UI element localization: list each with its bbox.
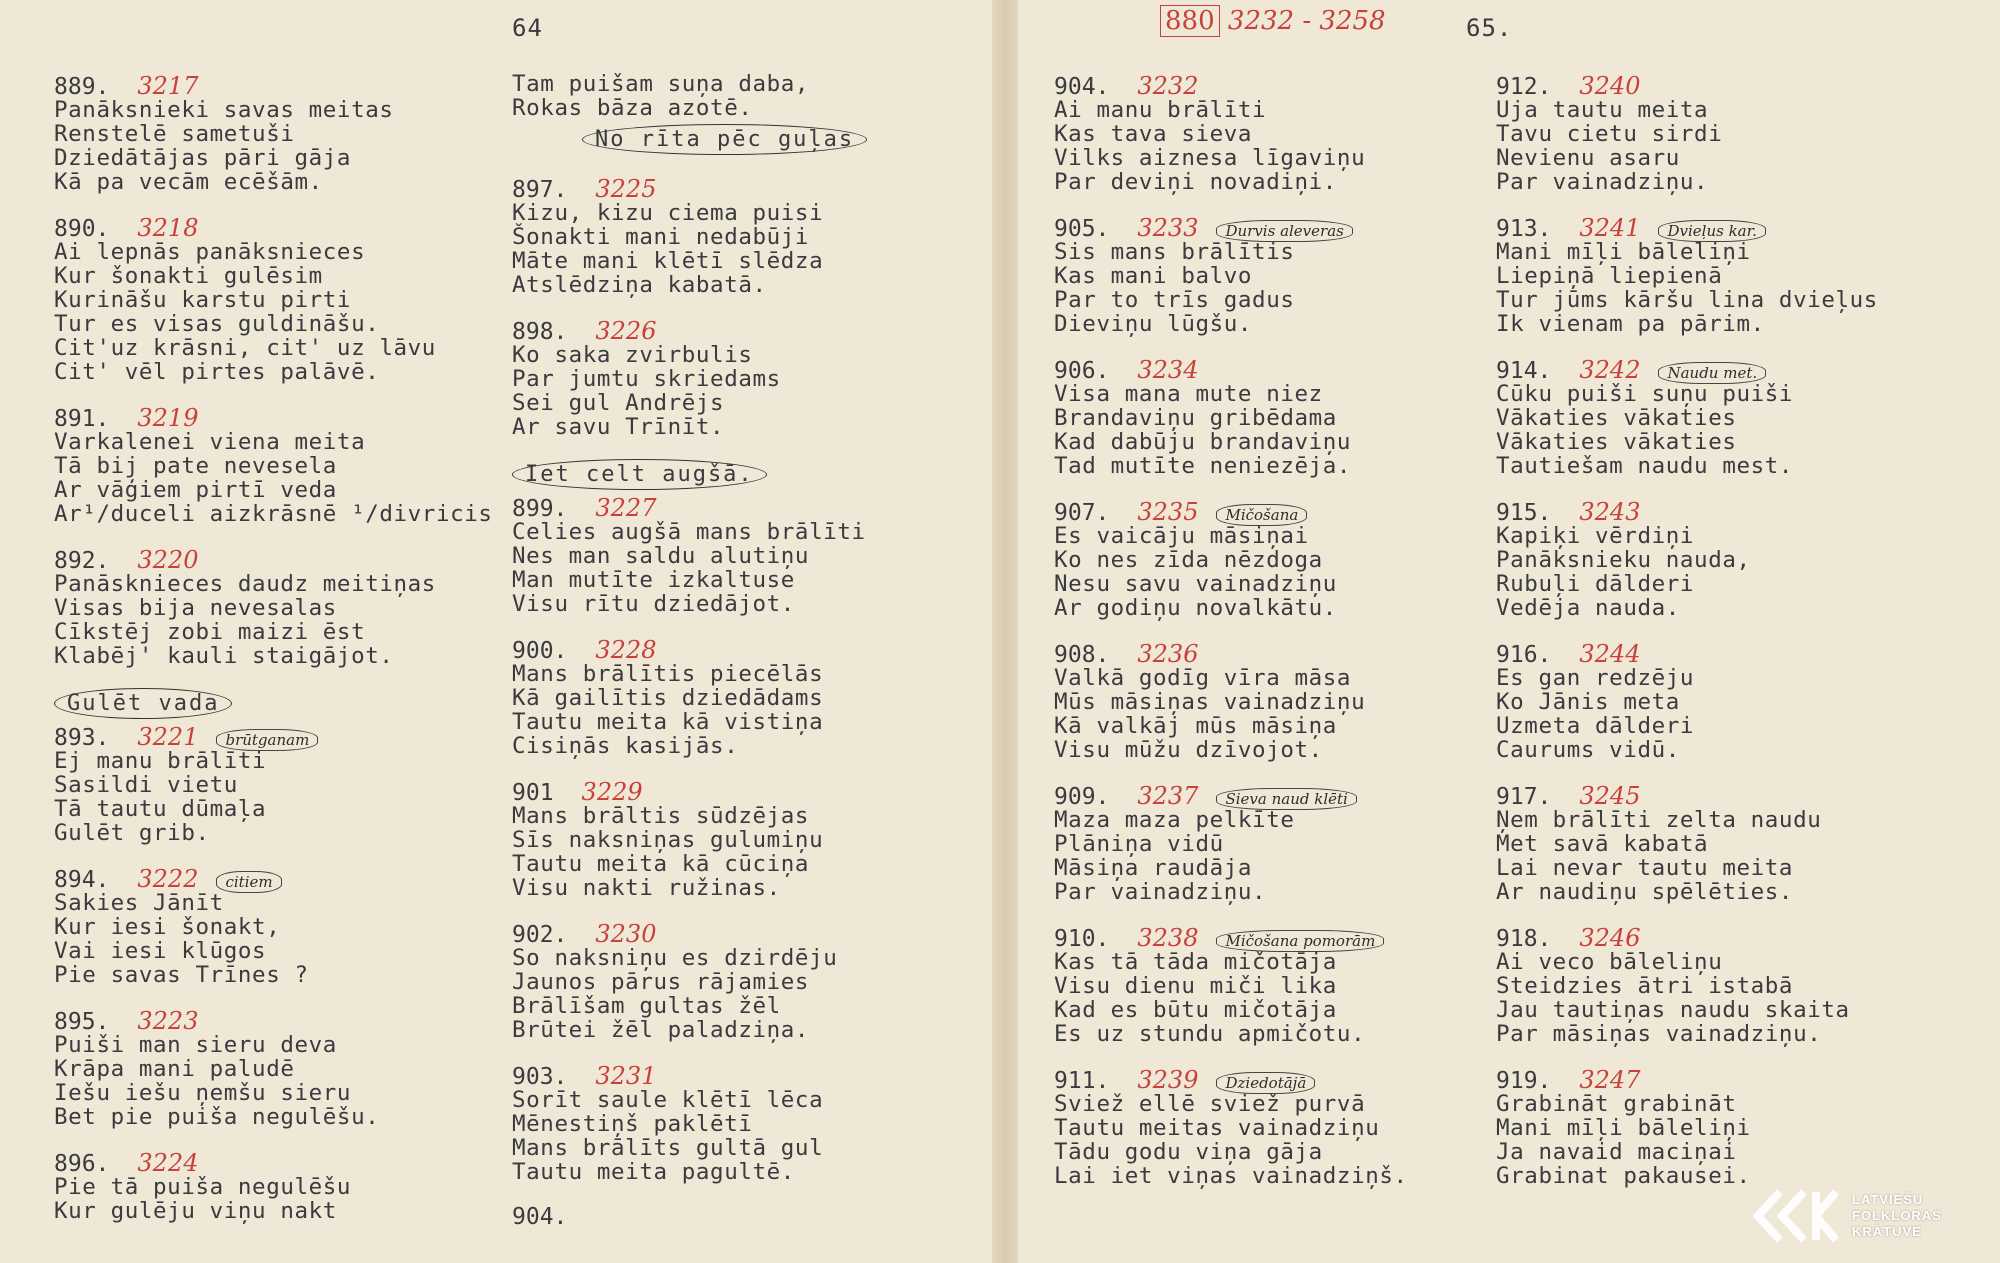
- verse-line: Es gan redzēju: [1496, 665, 1695, 691]
- verse-line: Visu nakti ružinas.: [512, 875, 781, 901]
- verse-line: Mūs māsiņas vainadziņu: [1054, 689, 1366, 715]
- verse-line: Pie savas Trīnes ?: [54, 962, 309, 988]
- verse-line: Kad dabūju brandaviņu: [1054, 429, 1352, 455]
- logo-line-2: FOLKLORAS: [1852, 1208, 1942, 1223]
- archive-code: 3221: [137, 723, 199, 751]
- verse-header: [1496, 72, 1926, 98]
- range-codes: 3232 - 3258: [1227, 6, 1386, 36]
- verse-line: Kur gulēju viņu nakt: [54, 1198, 337, 1224]
- verse-block: [1054, 356, 1484, 478]
- verse-line: Cisiņās kasijās.: [512, 733, 739, 759]
- archive-code: 3217: [137, 72, 199, 100]
- archive-code: 3238: [1137, 924, 1199, 952]
- verse-line: Tautu meita kā vistiņa: [512, 709, 824, 735]
- archive-code: 3219: [137, 404, 199, 432]
- verse-block: [512, 636, 942, 758]
- verse-line: Brālīšam gultas žēl: [512, 993, 781, 1019]
- verse-block: [512, 317, 942, 439]
- verse-line: Gulēt grib.: [54, 820, 210, 846]
- verse-header: [54, 723, 484, 749]
- verse-block: [1496, 356, 1926, 478]
- verse-line: Kurināšu karstu pirti: [54, 287, 352, 313]
- verse-number: 918.: [1496, 926, 1552, 952]
- margin-note: Dvieļus kar.: [1658, 220, 1765, 242]
- verse-number: 902.: [512, 922, 568, 948]
- verse-line: Cit'uz krāsni, cit' uz lāvu: [54, 335, 436, 361]
- verse-header: [54, 72, 484, 98]
- verse-line: Maza maza pelkīte: [1054, 807, 1295, 833]
- verse-line: Ik vienam pa pārim.: [1496, 311, 1765, 337]
- verse-line: Iešu iešu ņemšu sieru: [54, 1080, 352, 1106]
- archive-logo: [1750, 1180, 1990, 1252]
- verse-block: [512, 1062, 942, 1184]
- verse-block: [54, 1007, 484, 1129]
- verse-line: Kā gailītis dziedādams: [512, 685, 824, 711]
- logo-line-1: LATVIEŠU: [1852, 1192, 1924, 1207]
- archive-code: 3234: [1137, 356, 1199, 384]
- verse-line: Ai lepnās panāksnieces: [54, 239, 366, 265]
- verse-line: Liepiņā liepienā: [1496, 263, 1723, 289]
- verse-number: 912.: [1496, 74, 1552, 100]
- verse-line: Māsiņa raudāja: [1054, 855, 1253, 881]
- verse-number: 900.: [512, 638, 568, 664]
- section-heading: [512, 459, 942, 490]
- verse-line: Cīkstēj zobi maizi ēst: [54, 619, 366, 645]
- verse-line: Grabinat pakausei.: [1496, 1163, 1751, 1189]
- verse-line: Mans brālīts gultā gul: [512, 1135, 824, 1161]
- verse-header: [54, 865, 484, 891]
- verse-line: Kas tava sieva: [1054, 121, 1253, 147]
- verse-line: Jau tautiņas naudu skaita: [1496, 997, 1850, 1023]
- verse-line: Sasildi vietu: [54, 772, 238, 798]
- verse-line: Bet pie puiša negulēšu.: [54, 1104, 380, 1130]
- verse-header: [1054, 72, 1484, 98]
- verse-line: Man mutīte izkaltuse: [512, 567, 795, 593]
- verse-line: Kā pa vecām ecēšām.: [54, 169, 323, 195]
- verse-block: [1054, 640, 1484, 762]
- verse-line: Šonakti mani nedabūji: [512, 224, 810, 250]
- verse-block: [54, 214, 484, 384]
- archive-code: 3226: [595, 317, 657, 345]
- column-right-1: [1054, 72, 1484, 1208]
- verse-header: [512, 1204, 942, 1230]
- verse-block: [512, 175, 942, 297]
- verse-line: Ņem brālīti zelta naudu: [1496, 807, 1822, 833]
- margin-note: Durvis aleveras: [1216, 220, 1352, 242]
- verse-line: So naksniņu es dzirdēju: [512, 945, 838, 971]
- margin-note: Dziedotājā: [1216, 1072, 1315, 1094]
- verse-line: Par deviņi novadiņi.: [1054, 169, 1337, 195]
- verse-line: Ar¹/duceli aizkrāsnē ¹/divricis: [54, 501, 493, 527]
- archive-code: 3243: [1579, 498, 1641, 526]
- verse-block: [512, 1204, 942, 1230]
- verse-header: [54, 1149, 484, 1175]
- verse-header: [1496, 1066, 1926, 1092]
- archive-code: 3237: [1137, 782, 1199, 810]
- verse-line: Kur iesi šonakt,: [54, 914, 281, 940]
- margin-note: citiem: [216, 871, 281, 893]
- verse-line: Ai manu brālīti: [1054, 97, 1267, 123]
- verse-number: 904.: [512, 1204, 568, 1230]
- verse-number: 901: [512, 780, 554, 806]
- archive-code: 3235: [1137, 498, 1199, 526]
- verse-line: Vedēja nauda.: [1496, 595, 1680, 621]
- margin-note: Mičošana pomorām: [1216, 930, 1384, 952]
- verse-block: [1054, 782, 1484, 904]
- lfk-logo-icon: [1750, 1186, 1842, 1246]
- archive-code: 3228: [595, 636, 657, 664]
- verse-line: Lai nevar tautu meita: [1496, 855, 1794, 881]
- archive-code: 3239: [1137, 1066, 1199, 1094]
- verse-header: [512, 175, 942, 201]
- verse-line: Mani mīļi bāleliņi: [1496, 1115, 1751, 1141]
- verse-line: Panāksnieki savas meitas: [54, 97, 394, 123]
- verse-line: Panāsknieces daudz meitiņas: [54, 571, 436, 597]
- archive-code: 3224: [137, 1149, 199, 1177]
- verse-block: [1054, 498, 1484, 620]
- verse-line: Tautu meita kā cūciņa: [512, 851, 810, 877]
- verse-header: [1496, 498, 1926, 524]
- verse-line: Caurums vidū.: [1496, 737, 1680, 763]
- archive-code: 3242: [1579, 356, 1641, 384]
- verse-line: Visas bija nevesalas: [54, 595, 337, 621]
- verse-line: Dieviņu lūgšu.: [1054, 311, 1253, 337]
- verse-number: 891.: [54, 406, 110, 432]
- verse-line: Tautu meitas vainadziņu: [1054, 1115, 1380, 1141]
- verse-line: Sīs naksniņas gulumiņu: [512, 827, 824, 853]
- verse-line: Cit' vēl pirtes palāvē.: [54, 359, 380, 385]
- verse-line: Visu mūžu dzīvojot.: [1054, 737, 1323, 763]
- verse-line: Par vainadziņu.: [1496, 169, 1709, 195]
- verse-block: [1054, 1066, 1484, 1188]
- verse-block: [1496, 214, 1926, 336]
- archive-code: 3227: [595, 494, 657, 522]
- verse-line: Es vaicāju māsiņai: [1054, 523, 1309, 549]
- verse-number: 905.: [1054, 216, 1110, 242]
- verse-line: Kizu, kizu ciema puisi: [512, 200, 824, 226]
- verse-line: Ej manu brālīti: [54, 748, 267, 774]
- verse-line: Atslēdziņa kabatā.: [512, 272, 767, 298]
- verse-line: Mēnestiņš paklētī: [512, 1111, 753, 1137]
- verse-line: Sei gul Andrējs: [512, 390, 725, 416]
- verse-line: Kur šonakti gulēsim: [54, 263, 323, 289]
- archive-code: 3225: [595, 175, 657, 203]
- verse-header: [512, 778, 942, 804]
- verse-number: 897.: [512, 177, 568, 203]
- verse-line: Ar vāģiem pirtī veda: [54, 477, 337, 503]
- verse-line: Rokas bāza azotē.: [512, 95, 753, 121]
- archive-logo-text: [1852, 1192, 1942, 1240]
- verse-line: Kas tā tāda mičotāja: [1054, 949, 1337, 975]
- archive-code: 3232: [1137, 72, 1199, 100]
- verse-line: Kapiķi vērdiņi: [1496, 523, 1695, 549]
- verse-number: 904.: [1054, 74, 1110, 100]
- verse-number: 914.: [1496, 358, 1552, 384]
- verse-line: Nes man saldu alutiņu: [512, 543, 810, 569]
- verse-block: [54, 546, 484, 668]
- verse-line: Lai iet viņas vainadziņš.: [1054, 1163, 1408, 1189]
- left-page-number: 64: [512, 14, 543, 42]
- verse-line: Es uz stundu apmičotu.: [1054, 1021, 1366, 1047]
- archive-code: 3220: [137, 546, 199, 574]
- verse-line: Uja tautu meita: [1496, 97, 1709, 123]
- verse-number: 893.: [54, 725, 110, 751]
- verse-block: [1496, 72, 1926, 194]
- verse-line: Dziedātājas pāri gāja: [54, 145, 352, 171]
- verse-number: 919.: [1496, 1068, 1552, 1094]
- verse-block: [1054, 72, 1484, 194]
- verse-line: Nesu savu vainadziņu: [1054, 571, 1337, 597]
- verse-line: Ko Jānis meta: [1496, 689, 1680, 715]
- verse-line: Sorīt saule klētī lēca: [512, 1087, 824, 1113]
- verse-line: Par vainadziņu.: [1054, 879, 1267, 905]
- verse-header: [1496, 640, 1926, 666]
- verse-line: Mans brāltis sūdzējas: [512, 803, 810, 829]
- verse-line: Sviež ellē sviež purvā: [1054, 1091, 1366, 1117]
- verse-line: Brandaviņu gribēdama: [1054, 405, 1337, 431]
- verse-line: Ar naudiņu spēlēties.: [1496, 879, 1794, 905]
- verse-number: 898.: [512, 319, 568, 345]
- verse-line: Ko nes zīda nēzdoga: [1054, 547, 1323, 573]
- verse-number: 913.: [1496, 216, 1552, 242]
- verse-line: Tautu meita pagultē.: [512, 1159, 795, 1185]
- section-heading-text: Gulēt vada: [54, 688, 232, 719]
- verse-line: Ko saka zvirbulis: [512, 342, 753, 368]
- verse-header: [512, 920, 942, 946]
- verse-range-annotation: [1160, 6, 1386, 36]
- verse-block: [1496, 782, 1926, 904]
- verse-block: [512, 778, 942, 900]
- verse-line: Tā tautu dūmaļa: [54, 796, 267, 822]
- verse-line: Rubuļi dālderi: [1496, 571, 1695, 597]
- verse-header: [1496, 782, 1926, 808]
- verse-block: [512, 72, 942, 155]
- verse-block: [512, 920, 942, 1042]
- verse-header: [1496, 924, 1926, 950]
- verse-line: Jaunos pārus rājamies: [512, 969, 810, 995]
- verse-header: [1496, 356, 1926, 382]
- verse-line: Visa mana mute niez: [1054, 381, 1323, 407]
- column-left-2: [512, 72, 942, 1250]
- archive-code: 3246: [1579, 924, 1641, 952]
- verse-number: 906.: [1054, 358, 1110, 384]
- right-page-number: 65.: [1466, 14, 1513, 42]
- section-heading-text: Iet celt augšā.: [512, 459, 767, 490]
- verse-line: Klabēj' kauli staigājot.: [54, 643, 394, 669]
- verse-number: 899.: [512, 496, 568, 522]
- verse-block: [54, 72, 484, 194]
- verse-header: [512, 636, 942, 662]
- verse-block: [1054, 214, 1484, 336]
- verse-header: [1054, 1066, 1484, 1092]
- verse-line: Sakies Jānīt: [54, 890, 224, 916]
- verse-number: 910.: [1054, 926, 1110, 952]
- verse-block: [512, 459, 942, 616]
- margin-note: brūtganam: [216, 729, 318, 751]
- verse-line: Vākaties vākaties: [1496, 405, 1737, 431]
- verse-number: 909.: [1054, 784, 1110, 810]
- verse-number: 895.: [54, 1009, 110, 1035]
- verse-line: Mani mīļi bāleliņi: [1496, 239, 1751, 265]
- section-heading: [582, 124, 942, 155]
- verse-header: [54, 404, 484, 430]
- range-box: 880: [1160, 5, 1220, 37]
- verse-number: 903.: [512, 1064, 568, 1090]
- verse-line: Ar savu Trīnīt.: [512, 414, 725, 440]
- verse-line: Puiši man sieru deva: [54, 1032, 337, 1058]
- section-heading-text: No rīta pēc guļas: [582, 124, 867, 155]
- verse-line: Brūtei žēl paladziņa.: [512, 1017, 810, 1043]
- verse-header: [512, 317, 942, 343]
- verse-line: Ja navaid maciņai: [1496, 1139, 1737, 1165]
- verse-line: Renstelē sametuši: [54, 121, 295, 147]
- margin-note: Naudu met.: [1658, 362, 1766, 384]
- verse-block: [54, 688, 484, 845]
- verse-line: Visu dienu miči lika: [1054, 973, 1337, 999]
- column-right-2: [1496, 72, 1926, 1208]
- verse-number: 917.: [1496, 784, 1552, 810]
- verse-line: Met savā kabatā: [1496, 831, 1709, 857]
- verse-line: Mans brālītis piecēlās: [512, 661, 824, 687]
- verse-line: Vākaties vākaties: [1496, 429, 1737, 455]
- verse-block: [1496, 1066, 1926, 1188]
- verse-number: 915.: [1496, 500, 1552, 526]
- verse-line: Panāksnieku nauda,: [1496, 547, 1751, 573]
- verse-line: Tādu godu viņa gāja: [1054, 1139, 1323, 1165]
- logo-line-3: KRĀTUVE: [1852, 1224, 1922, 1239]
- verse-header: [54, 546, 484, 572]
- verse-line: Kā valkāj mūs māsiņa: [1054, 713, 1337, 739]
- archive-code: 3231: [595, 1062, 657, 1090]
- verse-header: [1496, 214, 1926, 240]
- verse-line: Tur jūms kāršu lina dvieļus: [1496, 287, 1878, 313]
- verse-line: Cūku puiši suņu puiši: [1496, 381, 1794, 407]
- verse-header: [54, 214, 484, 240]
- verse-block: [54, 865, 484, 987]
- verse-line: Uzmeta dālderi: [1496, 713, 1695, 739]
- verse-header: [512, 1062, 942, 1088]
- verse-line: Visu rītu dziedājot.: [512, 591, 795, 617]
- verse-line: Steidzies ātri istabā: [1496, 973, 1794, 999]
- verse-line: Tam puišam suņa daba,: [512, 71, 810, 97]
- verse-number: 907.: [1054, 500, 1110, 526]
- margin-note: Mičošana: [1216, 504, 1307, 526]
- verse-header: [1054, 214, 1484, 240]
- verse-line: Par jumtu skriedams: [512, 366, 781, 392]
- archive-code: 3245: [1579, 782, 1641, 810]
- archive-code: 3218: [137, 214, 199, 242]
- archive-code: 3229: [581, 778, 643, 806]
- verse-line: Krāpa mani paludē: [54, 1056, 295, 1082]
- verse-block: [1054, 924, 1484, 1046]
- archive-code: 3230: [595, 920, 657, 948]
- verse-block: [54, 404, 493, 527]
- archive-code: 3240: [1579, 72, 1641, 100]
- verse-block: [54, 1149, 484, 1223]
- verse-line: Tautiešam naudu mest.: [1496, 453, 1794, 479]
- verse-line: Ar godiņu novalkātu.: [1054, 595, 1337, 621]
- verse-line: Par māsiņas vainadziņu.: [1496, 1021, 1822, 1047]
- verse-line: Tad mutīte neniezēja.: [1054, 453, 1352, 479]
- verse-line: Kad es būtu mičotāja: [1054, 997, 1337, 1023]
- book-gutter: [992, 0, 1018, 1263]
- archive-code: 3233: [1137, 214, 1199, 242]
- verse-header: [1054, 924, 1484, 950]
- archive-code: 3247: [1579, 1066, 1641, 1094]
- verse-header: [512, 494, 942, 520]
- verse-line: Valkā godīg vīra māsa: [1054, 665, 1352, 691]
- verse-line: Tur es visas guldināšu.: [54, 311, 380, 337]
- margin-note: Sieva naud klēti: [1216, 788, 1356, 810]
- column-left-1: [54, 72, 493, 1243]
- archive-code: 3222: [137, 865, 199, 893]
- verse-line: Ai veco bāleliņu: [1496, 949, 1723, 975]
- verse-header: [1054, 498, 1484, 524]
- verse-header: [1054, 640, 1484, 666]
- verse-number: 892.: [54, 548, 110, 574]
- verse-number: 890.: [54, 216, 110, 242]
- archive-code: 3244: [1579, 640, 1641, 668]
- verse-number: 894.: [54, 867, 110, 893]
- verse-number: 908.: [1054, 642, 1110, 668]
- verse-line: Celies augšā mans brālīti: [512, 519, 866, 545]
- verse-block: [1496, 640, 1926, 762]
- verse-line: Vai iesi klūgos: [54, 938, 267, 964]
- verse-header: [1054, 782, 1484, 808]
- verse-header: [54, 1007, 484, 1033]
- verse-line: Vilks aiznesa līgaviņu: [1054, 145, 1366, 171]
- verse-line: Kas mani balvo: [1054, 263, 1253, 289]
- verse-number: 916.: [1496, 642, 1552, 668]
- verse-line: Sis mans brālītis: [1054, 239, 1295, 265]
- verse-line: Nevienu asaru: [1496, 145, 1680, 171]
- verse-line: Māte mani klētī slēdza: [512, 248, 824, 274]
- verse-line: Grabināt grabināt: [1496, 1091, 1737, 1117]
- section-heading: [54, 688, 484, 719]
- verse-line: Tā bij pate nevesela: [54, 453, 337, 479]
- verse-header: [1054, 356, 1484, 382]
- archive-code: 3223: [137, 1007, 199, 1035]
- verse-number: 911.: [1054, 1068, 1110, 1094]
- verse-number: 889.: [54, 74, 110, 100]
- verse-line: Tavu cietu sirdi: [1496, 121, 1723, 147]
- verse-block: [1496, 924, 1926, 1046]
- verse-line: Pie tā puiša negulēšu: [54, 1174, 352, 1200]
- verse-line: Plāniņa vidū: [1054, 831, 1224, 857]
- verse-number: 896.: [54, 1151, 110, 1177]
- archive-code: 3241: [1579, 214, 1641, 242]
- verse-line: Par to trīs gadus: [1054, 287, 1295, 313]
- verse-block: [1496, 498, 1926, 620]
- archive-code: 3236: [1137, 640, 1199, 668]
- verse-line: Varkalenei viena meita: [54, 429, 366, 455]
